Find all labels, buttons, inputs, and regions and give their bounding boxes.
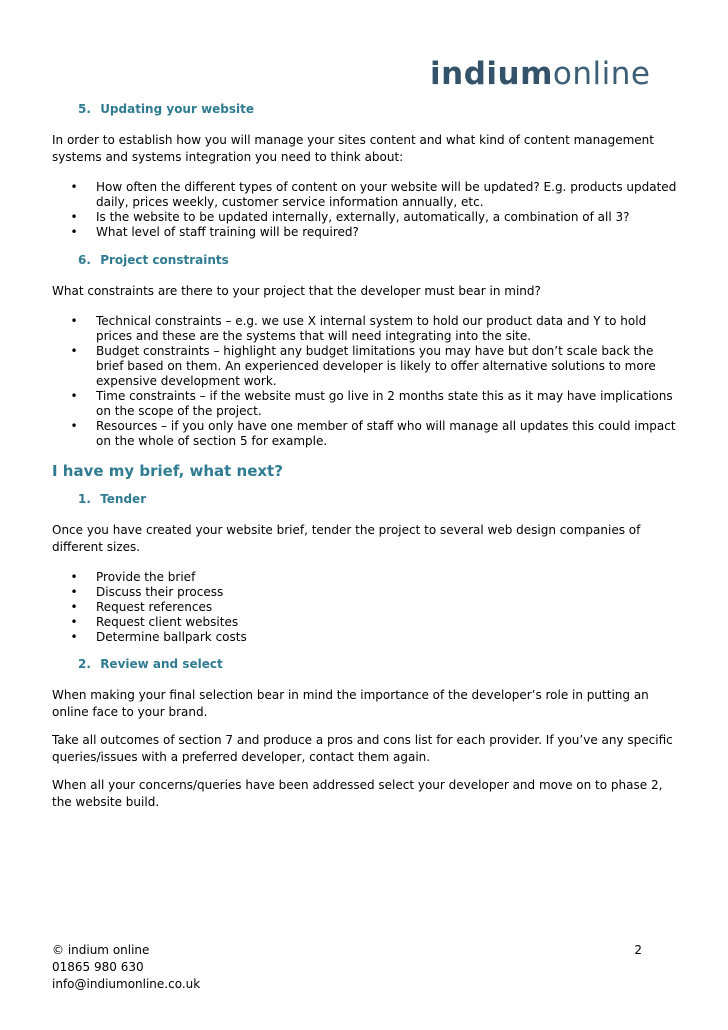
document-body [52, 100, 682, 811]
list-item: • Request references [70, 600, 213, 614]
review-paragraph-1: When making your final selection bear in mind the importance of the developer’s role in putting an online face to your brand. [52, 688, 649, 719]
review-heading: 2. Review and select [78, 657, 223, 671]
indiumonline-logo: indiumonline [430, 56, 651, 92]
tender-heading: 1. Tender [78, 492, 147, 506]
section-5-intro: In order to establish how you will manage your sites content and what kind of content management systems and systems integration you need to think about: [52, 133, 654, 164]
tender-list [52, 570, 682, 645]
list-item: • How often the different types of content on your website will be updated? E.g. products updated daily, prices weekly, customer service information annually, etc. [70, 180, 677, 209]
list-item: • Request client websites [70, 615, 239, 629]
review-paragraph-2: Take all outcomes of section 7 and produce a pros and cons list for each provider. If you’ve any specific queries/issues with a preferred developer, contact them again. [52, 733, 673, 764]
list-item: • Discuss their process [70, 585, 224, 599]
section-6-intro: What constraints are there to your project that the developer must bear in mind? [52, 284, 541, 298]
list-item: • Provide the brief [70, 570, 196, 584]
footer-phone: 01865 980 630 [52, 960, 144, 974]
list-item: • Time constraints – if the website must go live in 2 months state this as it may have implications on the scope of the project. [70, 389, 673, 418]
list-item: • What level of staff training will be required? [70, 225, 359, 239]
footer-copyright: © indium online [52, 943, 150, 957]
list-item: • Is the website to be updated internally, externally, automatically, a combination of all 3? [70, 210, 630, 224]
list-item: • Determine ballpark costs [70, 630, 247, 644]
section-5-list [52, 180, 682, 240]
next-steps-heading: I have my brief, what next? [52, 462, 283, 480]
section-5-heading: 5. Updating your website [78, 102, 255, 116]
review-paragraph-3: When all your concerns/queries have been addressed select your developer and move on to phase 2, the website build. [52, 778, 663, 809]
list-item: • Budget constraints – highlight any budget limitations you may have but don’t scale back the brief based on them. An experienced developer is likely to offer alternative solutions to more expensive development work. [70, 344, 656, 388]
section-6-list [52, 314, 682, 449]
list-item: • Technical constraints – e.g. we use X internal system to hold our product data and Y to hold prices and these are the systems that will need integrating into the site. [70, 314, 647, 343]
tender-intro: Once you have created your website brief, tender the project to several web design companies of different sizes. [52, 523, 641, 554]
footer-email: info@indiumonline.co.uk [52, 977, 201, 991]
list-item: • Resources – if you only have one member of staff who will manage all updates this could impact on the whole of section 5 for example. [70, 419, 676, 448]
page-footer [52, 942, 642, 993]
section-6-heading: 6. Project constraints [78, 253, 229, 267]
page-number: 2 [634, 943, 642, 957]
